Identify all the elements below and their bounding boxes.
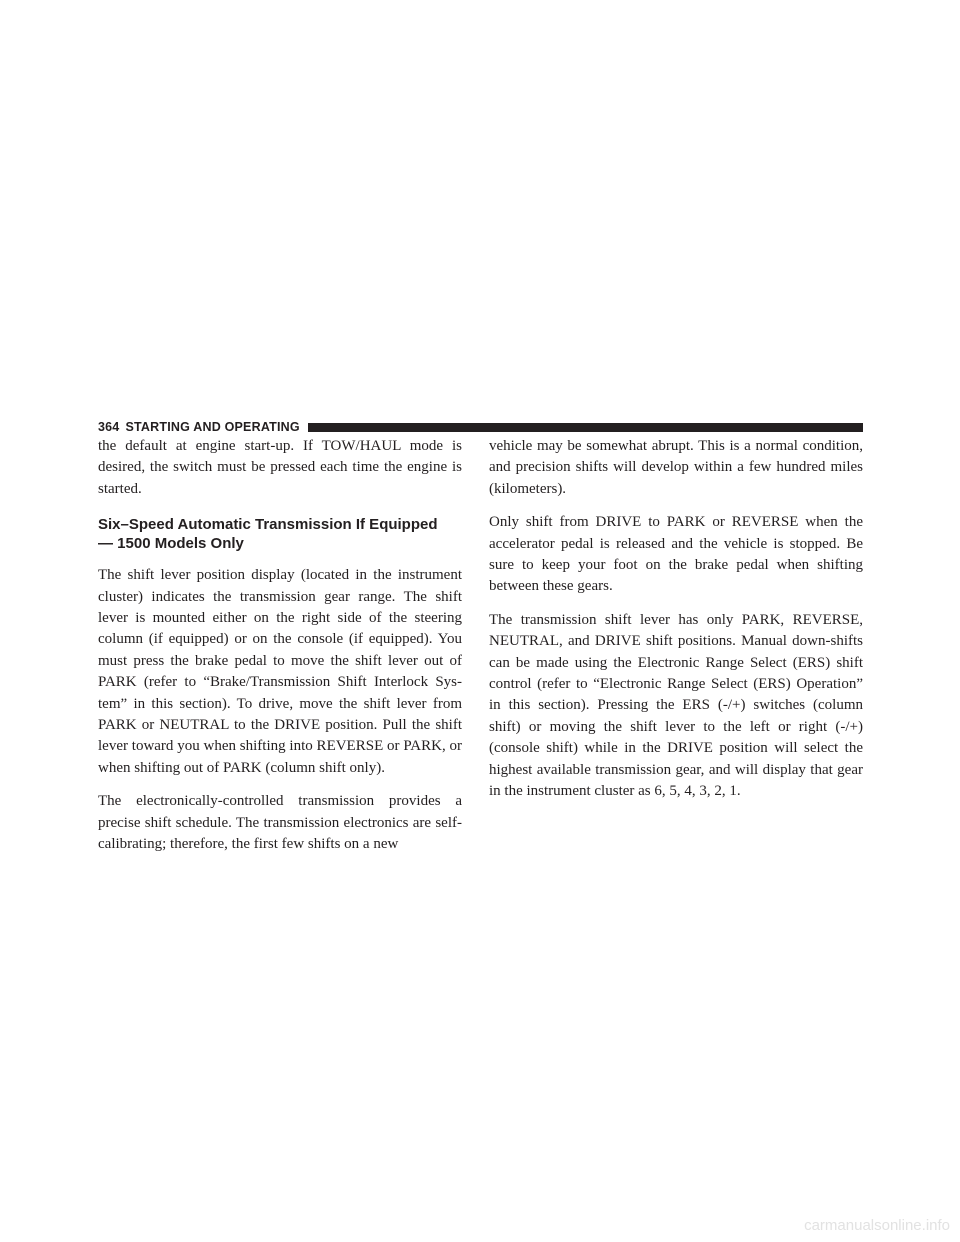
- section-heading-line-2: — 1500 Models Only: [98, 535, 244, 553]
- right-column: [489, 436, 863, 815]
- drive-to-park-paragraph: Only shift from DRIVE to PARK or REVERSE when the accelerator pedal is released and the vehicle is stopped. Be sure to keep your foot on the brake pedal when shifting between these gears.: [489, 514, 863, 595]
- shift-positions-paragraph: The transmission shift lever has only PARK, REVERSE, NEUTRAL, and DRIVE shift positions. Manual down-shifts can be made using the Electronic Range Select (ERS) shift control (refer to “Electronic Range Select (ERS) Operation” in this section). Pressing the ERS (-/+) switches (column shift) or moving the shift lever to the left or right (-/+) (console shift) while in the DRIVE position will select the highest available transmission gear, and will display that gear in the instrument cluster as 6, 5, 4, 3, 2, 1.: [489, 611, 863, 800]
- left-column: [98, 436, 462, 868]
- header-rule: [308, 423, 863, 432]
- watermark: carmanualsonline.info: [804, 1217, 950, 1234]
- continued-paragraph: vehicle may be somewhat abrupt. This is a normal condition, and precision shifts will develop within a few hundred miles (kilometers).: [489, 438, 863, 497]
- page-number: 364: [98, 420, 120, 434]
- electronic-transmission-paragraph: The electronically-controlled transmission provides a precise shift schedule. The transmission electronics are self-calibrating; therefore, the first few shifts on a new: [98, 793, 462, 853]
- section-heading-line-1: Six–Speed Automatic Transmission If Equipped: [98, 516, 438, 534]
- intro-paragraph: the default at engine start-up. If TOW/HAUL mode is desired, the switch must be pressed each time the engine is started.: [98, 438, 462, 497]
- shift-lever-paragraph: The shift lever position display (located in the instrument cluster) indicates the transmission gear range. The shift lever is mounted either on the right side of the steering column (if equipped) or on the console (if equipped). You must press the brake pedal to move the shift lever out of PARK (refer to “Brake/Transmission Shift Interlock Sys-tem” in this section). To drive, move the shift lever from PARK or NEUTRAL to the DRIVE position. Pull the shift lever toward you when shifting into REVERSE or PARK, or when shifting out of PARK (column shift only).: [98, 567, 462, 776]
- section-heading: [98, 515, 462, 553]
- page-header: [98, 419, 863, 435]
- section-title: STARTING AND OPERATING: [125, 420, 300, 434]
